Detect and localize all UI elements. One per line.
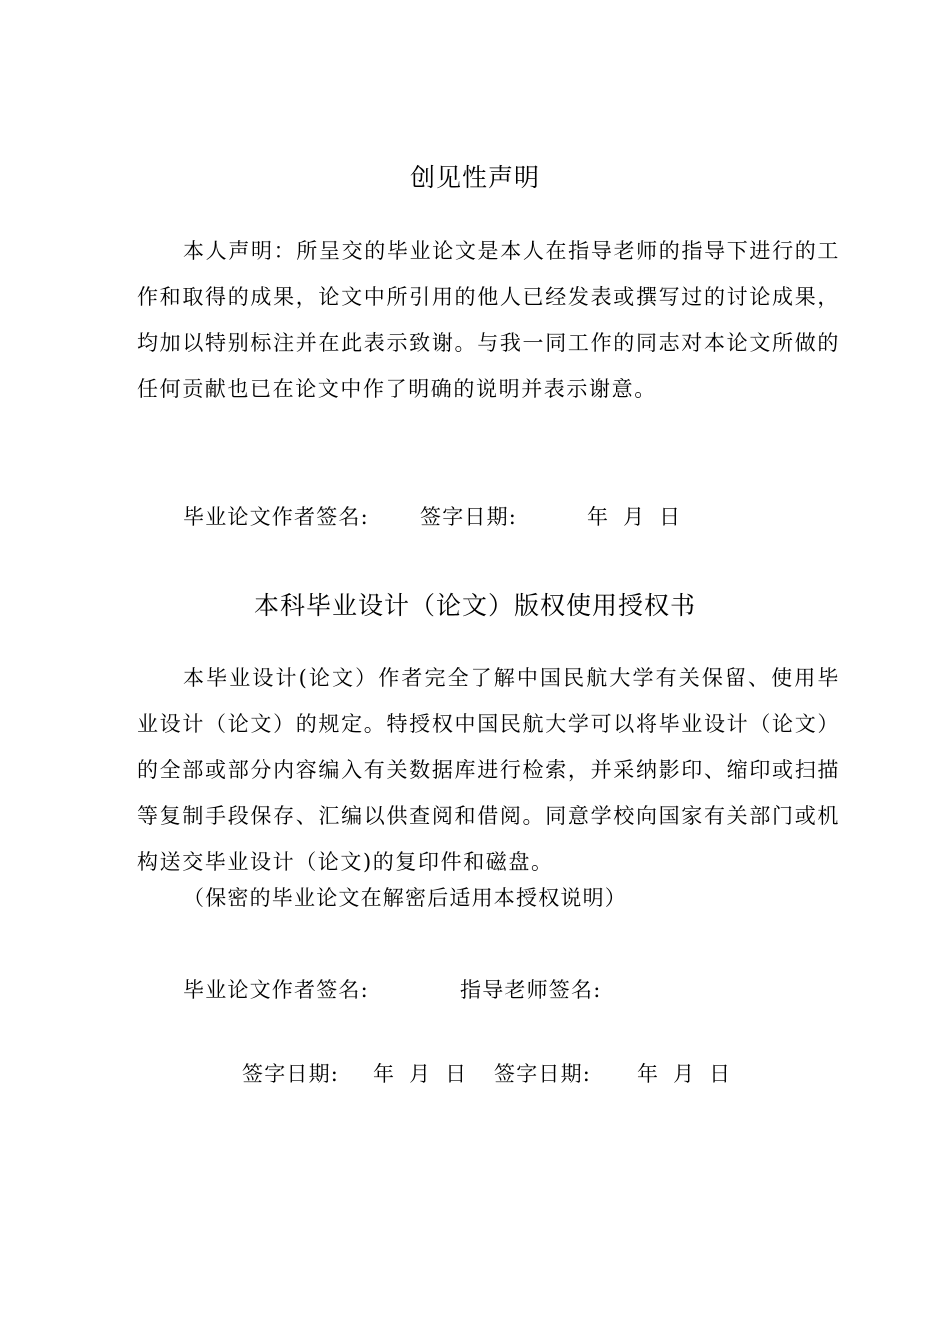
declaration-body: 本人声明：所呈交的毕业论文是本人在指导老师的指导下进行的工作和取得的成果，论文中所引用的他人已经发表或撰写过的讨论成果，均加以特别标注并在此表示致谢。与我一同工作的同志对本论文所做的任何贡献也已在论文中作了明确的说明并表示谢意。 [137,239,840,401]
authorization-title: 本科毕业设计（论文）版权使用授权书 [253,591,696,620]
authorization-date-label-author: 签字日期: [242,1062,340,1086]
declaration-author-signature-label: 毕业论文作者签名: [183,505,369,529]
declaration-title: 创见性声明 [409,163,540,192]
declaration-date-ymd: 年 月 日 [587,505,682,529]
authorization-date-ymd-author: 年 月 日 [373,1062,468,1086]
authorization-date-label-advisor: 签字日期: [494,1062,592,1086]
authorization-note: （保密的毕业论文在解密后适用本授权说明） [183,886,627,910]
declaration-date-label: 签字日期: [420,505,518,529]
authorization-author-signature-label: 毕业论文作者签名: [183,978,369,1002]
authorization-advisor-signature-label: 指导老师签名: [460,978,602,1002]
authorization-date-ymd-advisor: 年 月 日 [637,1062,732,1086]
authorization-body: 本毕业设计(论文）作者完全了解中国民航大学有关保留、使用毕业设计（论文）的规定。特授权中国民航大学可以将毕业设计（论文）的全部或部分内容编入有关数据库进行检索，并采纳影印、缩印或扫描等复制手段保存、汇编以供查阅和借阅。同意学校向国家有关部门或机构送交毕业设计（论文)的复印件和磁盘。 [137,666,840,874]
